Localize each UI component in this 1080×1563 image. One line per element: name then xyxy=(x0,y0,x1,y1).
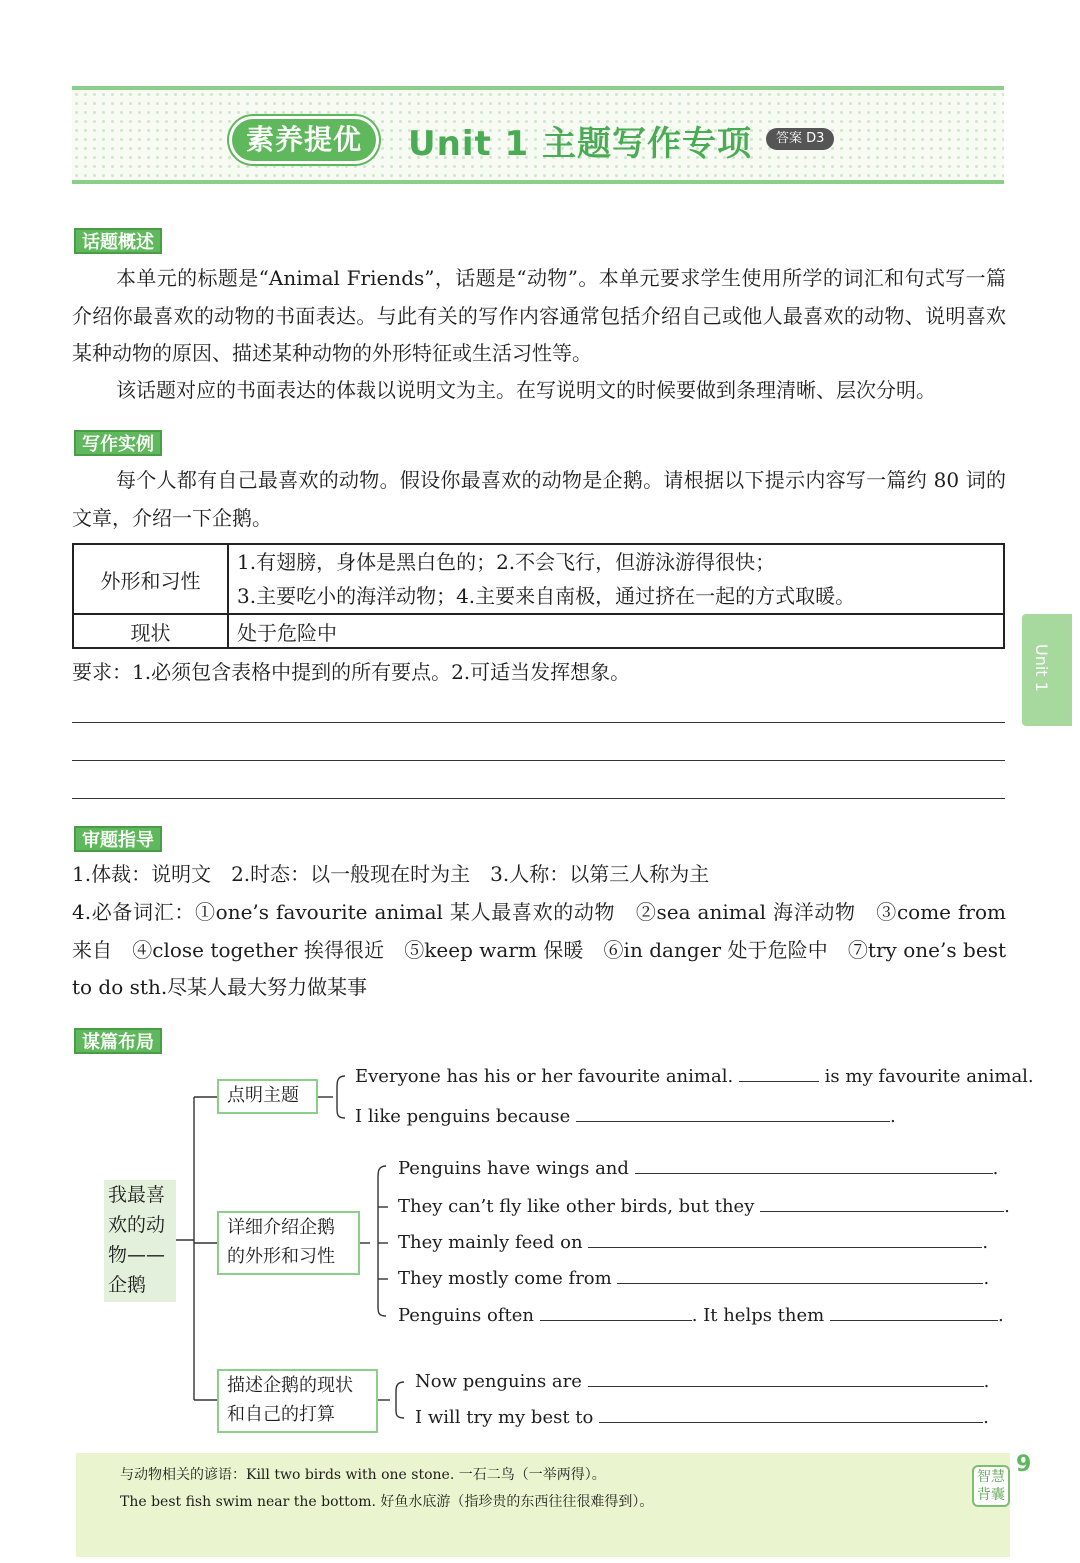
table-cell-head: 外形和习性 xyxy=(73,544,228,614)
blank-line[interactable] xyxy=(599,1407,983,1423)
outline-sentence xyxy=(398,1305,1004,1326)
section-badge: 素养提优 xyxy=(232,119,376,161)
guide-line-1: 1.体裁：说明文 2.时态：以一般现在时为主 3.人称：以第三人称为主 xyxy=(72,862,710,886)
prompt-table xyxy=(72,543,1005,649)
side-tab-label: Unit 1 xyxy=(1032,644,1051,692)
outline-sentence xyxy=(398,1196,1010,1217)
layout-label: 谋篇布局 xyxy=(74,1028,162,1054)
answer-line[interactable] xyxy=(72,722,1005,723)
outline-sentence xyxy=(398,1268,989,1289)
example-prompt: 每个人都有自己最喜欢的动物。假设你最喜欢的动物是企鹅。请根据以下提示内容写一篇约 80 词的文章，介绍一下企鹅。 xyxy=(72,468,1006,530)
answer-line[interactable] xyxy=(72,760,1005,761)
blank-line[interactable] xyxy=(540,1305,692,1321)
blank-line[interactable] xyxy=(635,1158,993,1174)
topic-paragraph-2: 该话题对应的书面表达的体裁以说明文为主。在写说明文的时候要做到条理清晰、层次分明。 xyxy=(116,378,936,402)
topic-paragraph-1: 本单元的标题是“Animal Friends”，话题是“动物”。本单元要求学生使用所学的词汇和句式写一篇介绍你最喜欢的动物的书面表达。与此有关的写作内容通常包括介绍自己或他人最喜欢的动物、说明喜欢某种动物的原因、描述某种动物的外形特征或生活习性等。 xyxy=(72,266,1006,365)
answer-line[interactable] xyxy=(72,798,1005,799)
outline-sentence xyxy=(355,1106,896,1127)
footer-proverbs xyxy=(76,1453,1010,1557)
requirement-text: 要求：1.必须包含表格中提到的所有要点。2.可适当发挥想象。 xyxy=(72,660,631,684)
outline-sentence xyxy=(415,1407,989,1428)
table-cell-line: 1.有翅膀，身体是黑白色的；2.不会飞行，但游泳游得很快； xyxy=(237,550,776,574)
blank-line[interactable] xyxy=(576,1106,890,1122)
table-row xyxy=(73,614,1004,648)
header-banner xyxy=(72,86,1004,184)
outline-branch-status: 描述企鹅的现状和自己的打算 xyxy=(217,1369,378,1433)
blank-line[interactable] xyxy=(588,1371,984,1387)
table-cell: 处于危险中 xyxy=(228,614,1004,648)
outline-sentence xyxy=(398,1158,998,1179)
outline-sentence xyxy=(355,1066,1034,1087)
blank-line[interactable] xyxy=(617,1268,983,1284)
outline-root: 我最喜欢的动物——企鹅 xyxy=(104,1180,176,1302)
sentence-end: . xyxy=(983,1268,990,1289)
sentence-text: They mainly feed on xyxy=(398,1232,583,1253)
sentence-end: . xyxy=(982,1232,989,1253)
table-cell xyxy=(228,544,1004,614)
blank-line[interactable] xyxy=(588,1232,982,1248)
outline-sentence xyxy=(415,1371,989,1392)
sentence-text: Penguins have wings and xyxy=(398,1158,629,1179)
sentence-text: Everyone has his or her favourite animal. xyxy=(355,1066,734,1087)
page-number: 9 xyxy=(1016,1452,1032,1477)
sentence-text: They can’t fly like other birds, but they xyxy=(398,1196,755,1217)
sentence-end: . xyxy=(997,1305,1004,1326)
blank-line[interactable] xyxy=(830,1305,998,1321)
sentence-text: I will try my best to xyxy=(415,1407,594,1428)
sentence-text: Penguins often xyxy=(398,1305,534,1326)
sentence-text: I like penguins because xyxy=(355,1106,571,1127)
unit-side-tab[interactable] xyxy=(1022,614,1072,726)
sentence-text: is my favourite animal. xyxy=(824,1066,1034,1087)
guide-label: 审题指导 xyxy=(74,826,162,852)
guide-line-2: 4.必备词汇：①one’s favourite animal 某人最喜欢的动物 ②sea animal 海洋动物 ③come from 来自 ④close together 挨得很近 ⑤keep warm 保暖 ⑥in danger 处于危险中 ⑦try one’s best to do sth.尽某人最大努力做某事 xyxy=(72,900,1006,999)
sentence-end: . xyxy=(983,1371,990,1392)
blank-line[interactable] xyxy=(739,1066,819,1082)
sentence-text: They mostly come from xyxy=(398,1268,612,1289)
blank-line[interactable] xyxy=(760,1196,1004,1212)
table-cell-line: 3.主要吃小的海洋动物；4.主要来自南极，通过挤在一起的方式取暖。 xyxy=(237,584,856,608)
sentence-end: . xyxy=(1004,1196,1010,1217)
outline-sentence xyxy=(398,1232,988,1253)
page-title: Unit 1 主题写作专项 xyxy=(408,124,753,164)
proverb-line-1: 与动物相关的谚语：Kill two birds with one stone. 一石二鸟（一举两得）。 xyxy=(120,1467,606,1483)
table-cell-head: 现状 xyxy=(73,614,228,648)
outline-branch-details: 详细介绍企鹅的外形和习性 xyxy=(217,1211,360,1275)
wisdom-badge: 智慧背囊 xyxy=(972,1465,1010,1507)
sentence-text: Now penguins are xyxy=(415,1371,582,1392)
sentence-end: . xyxy=(992,1158,999,1179)
topic-label: 话题概述 xyxy=(74,228,162,254)
sentence-end: . xyxy=(983,1407,989,1428)
proverb-line-2: The best fish swim near the bottom. 好鱼水底游（指珍贵的东西往往很难得到）。 xyxy=(120,1494,654,1510)
table-row xyxy=(73,544,1004,614)
answer-badge: 答案 D3 xyxy=(766,128,834,150)
outline-branch-topic: 点明主题 xyxy=(217,1079,318,1114)
sentence-end: . xyxy=(890,1106,896,1127)
example-label: 写作实例 xyxy=(74,430,162,456)
sentence-text: . It helps them xyxy=(691,1305,825,1326)
